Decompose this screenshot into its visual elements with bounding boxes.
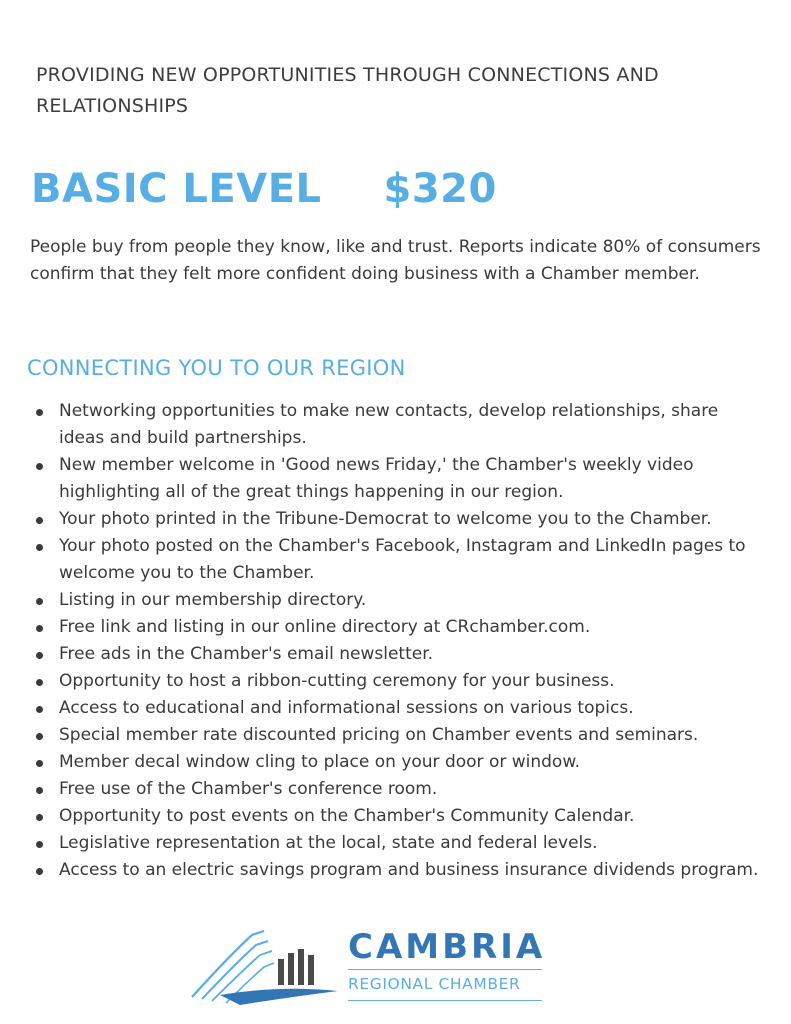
intro-paragraph: People buy from people they know, like and trust. Reports indicate 80% of consumers confirm that they felt more confident doing business with a Chamber member. (30, 237, 761, 284)
bullet-icon (36, 706, 43, 713)
section-heading: CONNECTING YOU TO OUR REGION (27, 356, 406, 380)
benefit-text: New member welcome in 'Good news Friday,' the Chamber's weekly video highlighting all of the great things happening in our region. (59, 455, 694, 502)
benefit-item (36, 830, 766, 857)
benefit-text: Special member rate discounted pricing on Chamber events and seminars. (59, 725, 699, 745)
benefit-text: Member decal window cling to place on your door or window. (59, 752, 581, 772)
logo-divider-bottom (348, 1000, 542, 1001)
benefit-item (36, 857, 766, 884)
benefit-item (36, 452, 766, 506)
benefit-item (36, 641, 766, 668)
benefit-item (36, 533, 766, 587)
benefit-item (36, 749, 766, 776)
level-title: BASIC LEVEL (31, 166, 322, 212)
benefit-text: Free ads in the Chamber's email newsletter. (59, 644, 434, 664)
benefits-list (36, 398, 766, 884)
bullet-icon (36, 841, 43, 848)
benefit-text: Free use of the Chamber's conference room. (59, 779, 438, 799)
benefit-item (36, 803, 766, 830)
bullet-icon (36, 679, 43, 686)
benefit-item (36, 398, 766, 452)
benefit-text: Opportunity to post events on the Chamber's Community Calendar. (59, 806, 635, 826)
logo-name: CAMBRIA (348, 927, 546, 967)
benefit-item (36, 776, 766, 803)
benefit-text: Your photo posted on the Chamber's Facebook, Instagram and LinkedIn pages to welcome you to the Chamber. (59, 536, 746, 583)
benefit-text: Legislative representation at the local, state and federal levels. (59, 833, 598, 853)
benefit-text: Your photo printed in the Tribune-Democrat to welcome you to the Chamber. (59, 509, 712, 529)
bullet-icon (36, 409, 43, 416)
bullet-icon (36, 517, 43, 524)
benefit-text: Opportunity to host a ribbon-cutting ceremony for your business. (59, 671, 615, 691)
bullet-icon (36, 733, 43, 740)
cambria-regional-chamber-logo (190, 925, 550, 1007)
bullet-icon (36, 598, 43, 605)
bullet-icon (36, 868, 43, 875)
bullet-icon (36, 760, 43, 767)
benefit-text: Listing in our membership directory. (59, 590, 367, 610)
membership-level-heading (31, 160, 497, 218)
bullet-icon (36, 544, 43, 551)
logo-divider (348, 969, 542, 970)
level-price: $320 (383, 166, 497, 212)
bullet-icon (36, 463, 43, 470)
benefit-item (36, 506, 766, 533)
bullet-icon (36, 625, 43, 632)
benefit-text: Access to educational and informational sessions on various topics. (59, 698, 634, 718)
benefit-item (36, 668, 766, 695)
benefit-item (36, 695, 766, 722)
benefit-item (36, 587, 766, 614)
bullet-icon (36, 814, 43, 821)
bullet-icon (36, 652, 43, 659)
benefit-item (36, 614, 766, 641)
benefit-item (36, 722, 766, 749)
tagline: PROVIDING NEW OPPORTUNITIES THROUGH CONNECTIONS AND RELATIONSHIPS (36, 64, 659, 117)
logo-subtitle: REGIONAL CHAMBER (348, 975, 521, 993)
cambria-skyline-logo-icon (190, 925, 342, 1007)
benefit-text: Access to an electric savings program and business insurance dividends program. (59, 860, 759, 880)
bullet-icon (36, 787, 43, 794)
benefit-text: Free link and listing in our online directory at CRchamber.com. (59, 617, 591, 637)
benefit-text: Networking opportunities to make new contacts, develop relationships, share ideas and build partnerships. (59, 401, 719, 448)
